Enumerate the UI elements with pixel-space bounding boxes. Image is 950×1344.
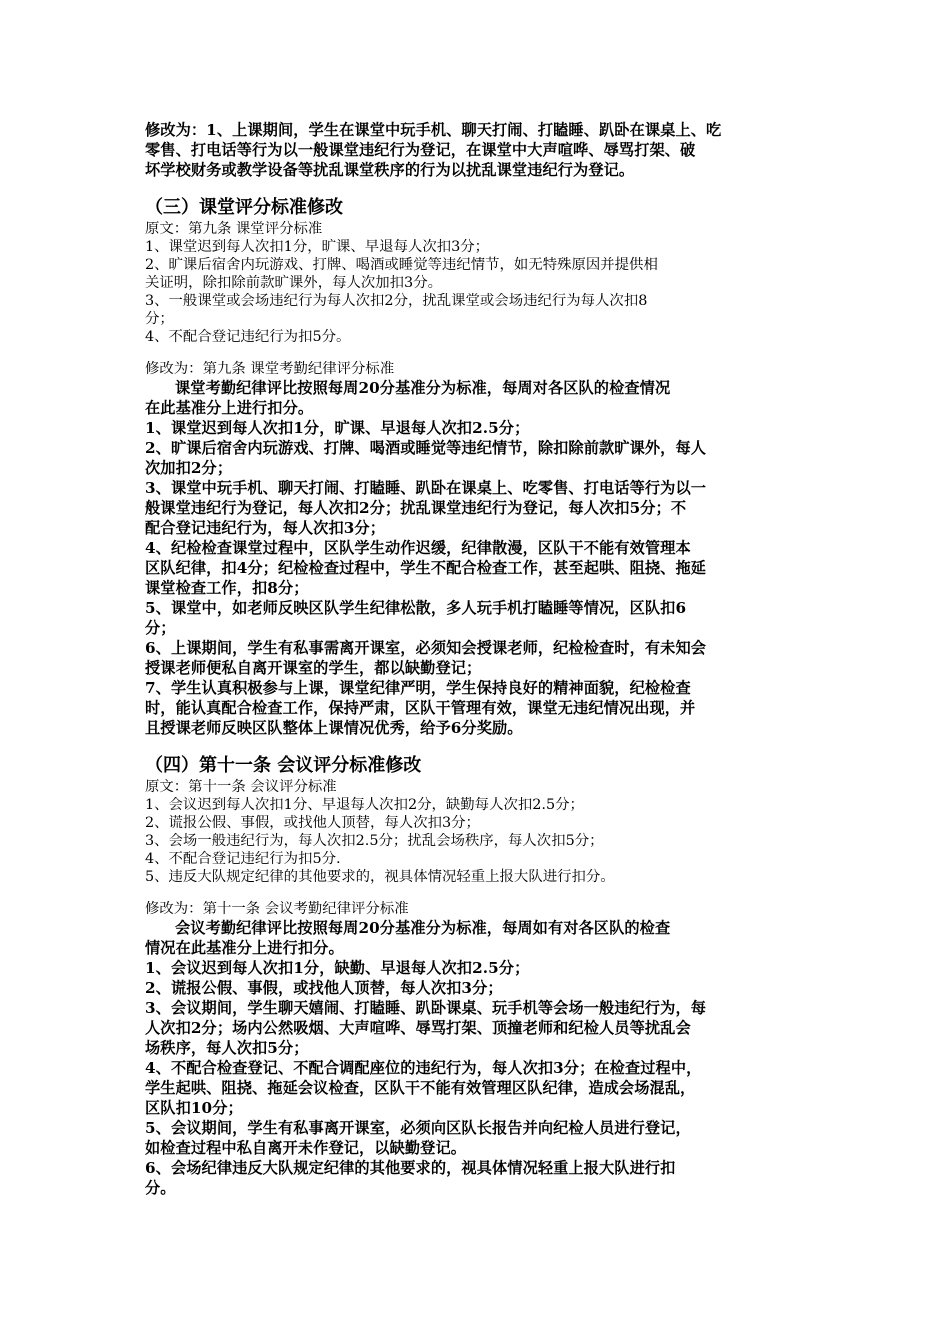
original-text-block: [145, 778, 815, 886]
text-line: 场秩序，每人次扣5分；: [145, 1039, 309, 1057]
text-line: 修改为：1、上课期间，学生在课堂中玩手机、聊天打闹、打瞌睡、趴卧在课桌上、吃: [145, 121, 722, 139]
text-line: 3、会场一般违纪行为，每人次扣2.5分；扰乱会场秩序，每人次扣5分；: [145, 833, 604, 849]
text-line: 5、违反大队规定纪律的其他要求的，视具体情况轻重上报大队进行扣分。: [145, 869, 615, 885]
text-line: 配合登记违纪行为，每人次扣3分；: [145, 519, 385, 537]
text-line: 分。: [145, 1179, 176, 1197]
modified-paragraph-class-rule: [145, 120, 815, 180]
section-heading: （三）课堂评分标准修改: [145, 197, 343, 218]
text-line: 课堂检查工作，扣8分；: [145, 579, 309, 597]
original-title: 原文：第九条 课堂评分标准: [145, 221, 323, 237]
original-text-block: [145, 220, 815, 346]
text-line: 1、会议迟到每人次扣1分、早退每人次扣2分，缺勤每人次扣2.5分；: [145, 797, 584, 813]
text-line: 分；: [145, 311, 174, 327]
text-line: 2、谎报公假、事假，或找他人顶替，每人次扣3分；: [145, 979, 503, 997]
text-line: 3、一般课堂或会场违纪行为每人次扣2分，扰乱课堂或会场违纪行为每人次扣8: [145, 293, 648, 309]
text-line: 零售、打电话等行为以一般课堂违纪行为登记，在课堂中大声喧哗、辱骂打架、破: [145, 141, 696, 159]
text-line: 会议考勤纪律评比按照每周20分基准分为标准，每周如有对各区队的检查: [175, 919, 671, 937]
text-line: 3、会议期间，学生聊天嬉闹、打瞌睡、趴卧课桌、玩手机等会场一般违纪行为，每: [145, 999, 707, 1017]
section-four: [145, 754, 815, 1198]
text-line: 如检查过程中私自离开未作登记，以缺勤登记。: [145, 1139, 467, 1157]
text-line: 4、纪检检查课堂过程中，区队学生动作迟缓，纪律散漫，区队干不能有效管理本: [145, 539, 691, 557]
text-line: 6、上课期间，学生有私事需离开课室，必须知会授课老师，纪检检查时，有未知会: [145, 639, 707, 657]
text-line: 学生起哄、阻挠、拖延会议检查，区队干不能有效管理区队纪律，造成会场混乱，: [145, 1079, 696, 1097]
text-line: 1、课堂迟到每人次扣1分，旷课、早退每人次扣2.5分；: [145, 419, 530, 437]
text-line: 授课老师便私自离开课室的学生，都以缺勤登记；: [145, 659, 482, 677]
text-line: 6、会场纪律违反大队规定纪律的其他要求的，视具体情况轻重上报大队进行扣: [145, 1159, 676, 1177]
text-line: 5、课堂中，如老师反映区队学生纪律松散，多人玩手机打瞌睡等情况，区队扣6: [145, 599, 687, 617]
text-line: 5、会议期间，学生有私事离开课室，必须向区队长报告并向纪检人员进行登记，: [145, 1119, 691, 1137]
section-heading: （四）第十一条 会议评分标准修改: [145, 755, 422, 776]
document-page: [145, 120, 815, 1198]
modified-title: 修改为：第十一条 会议考勤纪律评分标准: [145, 901, 409, 917]
text-line: 4、不配合检查登记、不配合调配座位的违纪行为，每人次扣3分；在检查过程中，: [145, 1059, 702, 1077]
text-line: 般课堂违纪行为登记，每人次扣2分；扰乱课堂违纪行为登记，每人次扣5分；不: [145, 499, 687, 517]
text-line: 课堂考勤纪律评比按照每周20分基准分为标准，每周对各区队的检查情况: [175, 379, 671, 397]
text-line: 情况在此基准分上进行扣分。: [145, 939, 344, 957]
text-line: 2、旷课后宿舍内玩游戏、打牌、喝酒或睡觉等违纪情节，如无特殊原因并提供相: [145, 257, 658, 273]
text-line: 7、学生认真积极参与上课，课堂纪律严明，学生保持良好的精神面貌，纪检检查: [145, 679, 691, 697]
text-line: 且授课老师反映区队整体上课情况优秀，给予6分奖励。: [145, 719, 523, 737]
text-line: 坏学校财务或教学设备等扰乱课堂秩序的行为以扰乱课堂违纪行为登记。: [145, 161, 635, 179]
modified-text-block: [145, 900, 815, 1198]
text-line: 关证明，除扣除前款旷课外，每人次加扣3分。: [145, 275, 442, 291]
text-line: 在此基准分上进行扣分。: [145, 399, 314, 417]
text-line: 区队扣10分；: [145, 1099, 243, 1117]
text-line: 时，能认真配合检查工作，保持严肃，区队干管理有效，课堂无违纪情况出现，并: [145, 699, 696, 717]
text-line: 区队纪律，扣4分；纪检检查过程中，学生不配合检查工作，甚至起哄、阻挠、拖延: [145, 559, 707, 577]
original-title: 原文：第十一条 会议评分标准: [145, 779, 337, 795]
modified-text-block: [145, 360, 815, 738]
text-line: 2、谎报公假、事假，或找他人顶替，每人次扣3分；: [145, 815, 480, 831]
text-line: 人次扣2分；场内公然吸烟、大声喧哗、辱骂打架、顶撞老师和纪检人员等扰乱会: [145, 1019, 691, 1037]
modified-title: 修改为：第九条 课堂考勤纪律评分标准: [145, 361, 395, 377]
text-line: 次加扣2分；: [145, 459, 233, 477]
text-line: 分；: [145, 619, 176, 637]
text-line: 2、旷课后宿舍内玩游戏、打牌、喝酒或睡觉等违纪情节，除扣除前款旷课外，每人: [145, 439, 707, 457]
text-line: 4、不配合登记违纪行为扣5分。: [145, 329, 351, 345]
text-line: 3、课堂中玩手机、聊天打闹、打瞌睡、趴卧在课桌上、吃零售、打电话等行为以一: [145, 479, 707, 497]
text-line: 4、不配合登记违纪行为扣5分.: [145, 851, 341, 867]
text-line: 1、会议迟到每人次扣1分，缺勤、早退每人次扣2.5分；: [145, 959, 530, 977]
section-three: [145, 196, 815, 738]
text-line: 1、课堂迟到每人次扣1分，旷课、早退每人次扣3分；: [145, 239, 490, 255]
